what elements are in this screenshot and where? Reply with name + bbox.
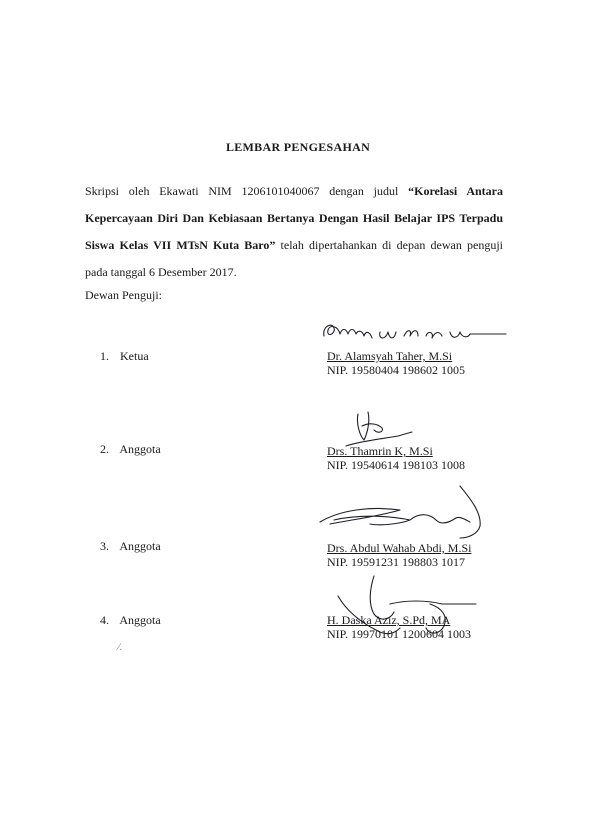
examiners-heading: Dewan Penguji: xyxy=(85,288,162,302)
examiner-3-name: Drs. Abdul Wahab Abdi, M.Si xyxy=(327,541,472,555)
examiner-2-nip: NIP. 19540614 198103 1008 xyxy=(327,458,466,472)
examiner-1-number: 1. xyxy=(100,349,109,363)
examiner-1-role xyxy=(100,349,149,364)
examiner-2-name: Drs. Thamrin K, M.Si xyxy=(327,444,433,458)
examiner-2-role-label: Anggota xyxy=(119,442,161,456)
examiner-3-role-label: Anggota xyxy=(119,539,161,553)
examiner-1-nip: NIP. 19580404 198602 1005 xyxy=(327,363,466,377)
page-title: LEMBAR PENGESAHAN xyxy=(225,140,371,154)
signature-examiner-1 xyxy=(318,318,508,348)
statement-intro: Skripsi oleh Ekawati NIM 1206101040067 dengan judul xyxy=(85,184,409,198)
examiner-4-nip: NIP. 19970101 1200604 1003 xyxy=(327,627,472,641)
statement-outro: telah dipertahankan di depan dewan penguji pada tanggal 6 Desember 2017. xyxy=(85,238,503,279)
examiner-1-name: Dr. Alamsyah Taher, M.Si xyxy=(327,349,453,363)
examiner-4-name: H. Daska Aziz, S.Pd, MA xyxy=(327,613,451,627)
examiner-3-role xyxy=(100,539,161,554)
examiner-3-signature-block xyxy=(327,541,472,569)
examiner-1-signature-block xyxy=(327,349,465,377)
examiner-4-signature-block xyxy=(327,613,471,641)
approval-statement xyxy=(85,178,503,286)
examiner-4-role xyxy=(100,613,161,628)
examiner-3-nip: NIP. 19591231 198803 1017 xyxy=(327,555,466,569)
examiner-2-role xyxy=(100,442,161,457)
examiner-2-number: 2. xyxy=(100,442,109,456)
examiner-2-signature-block xyxy=(327,444,465,472)
thesis-title: “Korelasi Antara Kepercayaan Diri Dan Kebiasaan Bertanya Dengan Hasil Belajar IPS Terpadu Siswa Kelas VII MTsN Kuta Baro” xyxy=(85,184,503,252)
scan-mark: ⁄. xyxy=(118,642,123,653)
signature-examiner-3 xyxy=(310,482,500,542)
examiner-3-number: 3. xyxy=(100,539,109,553)
examiner-1-role-label: Ketua xyxy=(120,349,149,363)
signature-examiner-2 xyxy=(338,408,418,448)
examiner-4-number: 4. xyxy=(100,613,109,627)
examiner-4-role-label: Anggota xyxy=(119,613,161,627)
